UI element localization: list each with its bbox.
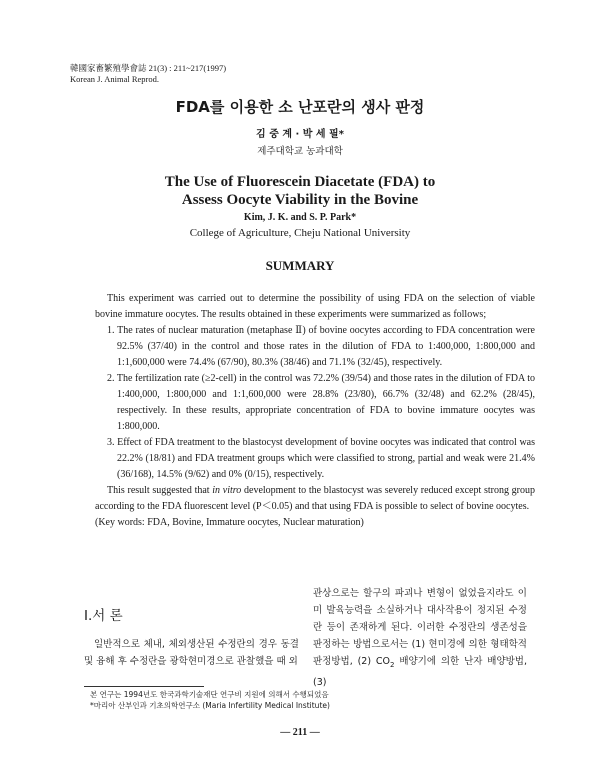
abstract-result-1: 1. The rates of nuclear maturation (metaphase Ⅱ) of bovine oocytes according to FDA concentration were 92.5% (37/40) in the control and those rates in the dilution of FDA to 1:400,000, 1:800,000 and 1:1,600,000 were 74.4% (67/90), 80.3% (38/46) and 71.1% (32/45), respectively.	[107, 325, 535, 368]
title-english-line1: The Use of Fluorescein Diacetate (FDA) to	[164, 174, 436, 190]
summary-heading: SUMMARY	[265, 258, 335, 273]
co2-subscript: 2	[390, 660, 395, 669]
page-number: — 211 —	[280, 727, 320, 738]
journal-citation: 韓國家畜繁殖學會誌 21(3) : 211~217(1997)	[70, 63, 227, 73]
keywords: (Key words: FDA, Bovine, Immature oocytes, Nuclear maturation)	[95, 517, 364, 528]
title-korean: FDA를 이용한 소 난포란의 생사 판정	[175, 98, 425, 116]
conclusion-italic: in vitro	[212, 485, 242, 496]
body-right-pre: 관상으로는 할구의 파괴나 변형이 없었을지라도 이미 발육능력을 소실하거나 대사작용이 정지된 수정란 등이 존재하게 된다. 이러한 수정란의 생존성을 판정하는 방법으로서는 (1) 현미경에 의한 형태학적 판정방법, (2) CO	[313, 588, 527, 667]
body-paragraph-left: 일반적으로 체내, 체외생산된 수정란의 경우 동결 및 융해 후 수정란을 광학현미경으로 관찰했을 때 외	[84, 639, 299, 667]
journal-name: Korean J. Animal Reprod.	[70, 74, 159, 84]
body-column-left	[84, 636, 299, 670]
affiliation-english: College of Agriculture, Cheju National University	[189, 227, 411, 239]
abstract-conclusion	[95, 483, 535, 515]
body-right-post: 배양기에 의한 난자 배양방법, (3)	[313, 656, 527, 688]
affiliation-korean: 제주대학교 농과대학	[257, 146, 343, 157]
abstract	[95, 291, 535, 531]
footnote-affiliation: *마리아 산부인과 기초의학연구소 (Maria Infertility Medical Institute)	[90, 701, 330, 710]
abstract-results-list	[95, 323, 535, 483]
conclusion-text-pre: This result suggested that	[107, 485, 213, 496]
section-title-introduction: Ⅰ.서 론	[84, 608, 123, 624]
body-paragraph-right	[313, 585, 527, 691]
abstract-result-2: 2. The fertilization rate (≥2-cell) in the control was 72.2% (39/54) and those rates in the dilution of FDA to 1:400,000, 1:800,000 and 1:1,600,000 were 28.8% (23/80), 66.7% (32/48) and 62.2% (28/45), respectively. In these results, appropriate concentration of FDA to bovine immature oocytes was 1:800,000.	[107, 373, 535, 432]
authors-english: Kim, J. K. and S. P. Park*	[243, 212, 357, 223]
footnote-funding: 본 연구는 1994년도 한국과학기술재단 연구비 지원에 의해서 수행되었음	[90, 690, 329, 699]
abstract-result-3: 3. Effect of FDA treatment to the blastocyst development of bovine oocytes was indicated that control was 22.2% (18/81) and FDA treatment groups which were classified to strong, partial and weak were 21.4% (36/168), 14.5% (9/62) and 0% (0/15), respectively.	[107, 437, 535, 480]
authors-korean: 김 중 계 · 박 세 필*	[256, 129, 344, 140]
footnotes	[90, 689, 330, 711]
title-english	[0, 173, 600, 209]
conclusion-text-post: development to the blastocyst was severely reduced except strong group according to the FDA fluorescent level (P＜0.05) and that using FDA is possible to select of bovine oocytes.	[95, 485, 535, 512]
body-column-right	[313, 585, 527, 691]
footnote-divider	[84, 686, 204, 687]
journal-header	[70, 63, 226, 85]
abstract-intro: This experiment was carried out to determine the possibility of using FDA on the selection of viable bovine immature oocytes. The results obtained in these experiments were summarized as follows;	[95, 293, 535, 320]
title-english-line2: Assess Oocyte Viability in the Bovine	[181, 192, 419, 208]
